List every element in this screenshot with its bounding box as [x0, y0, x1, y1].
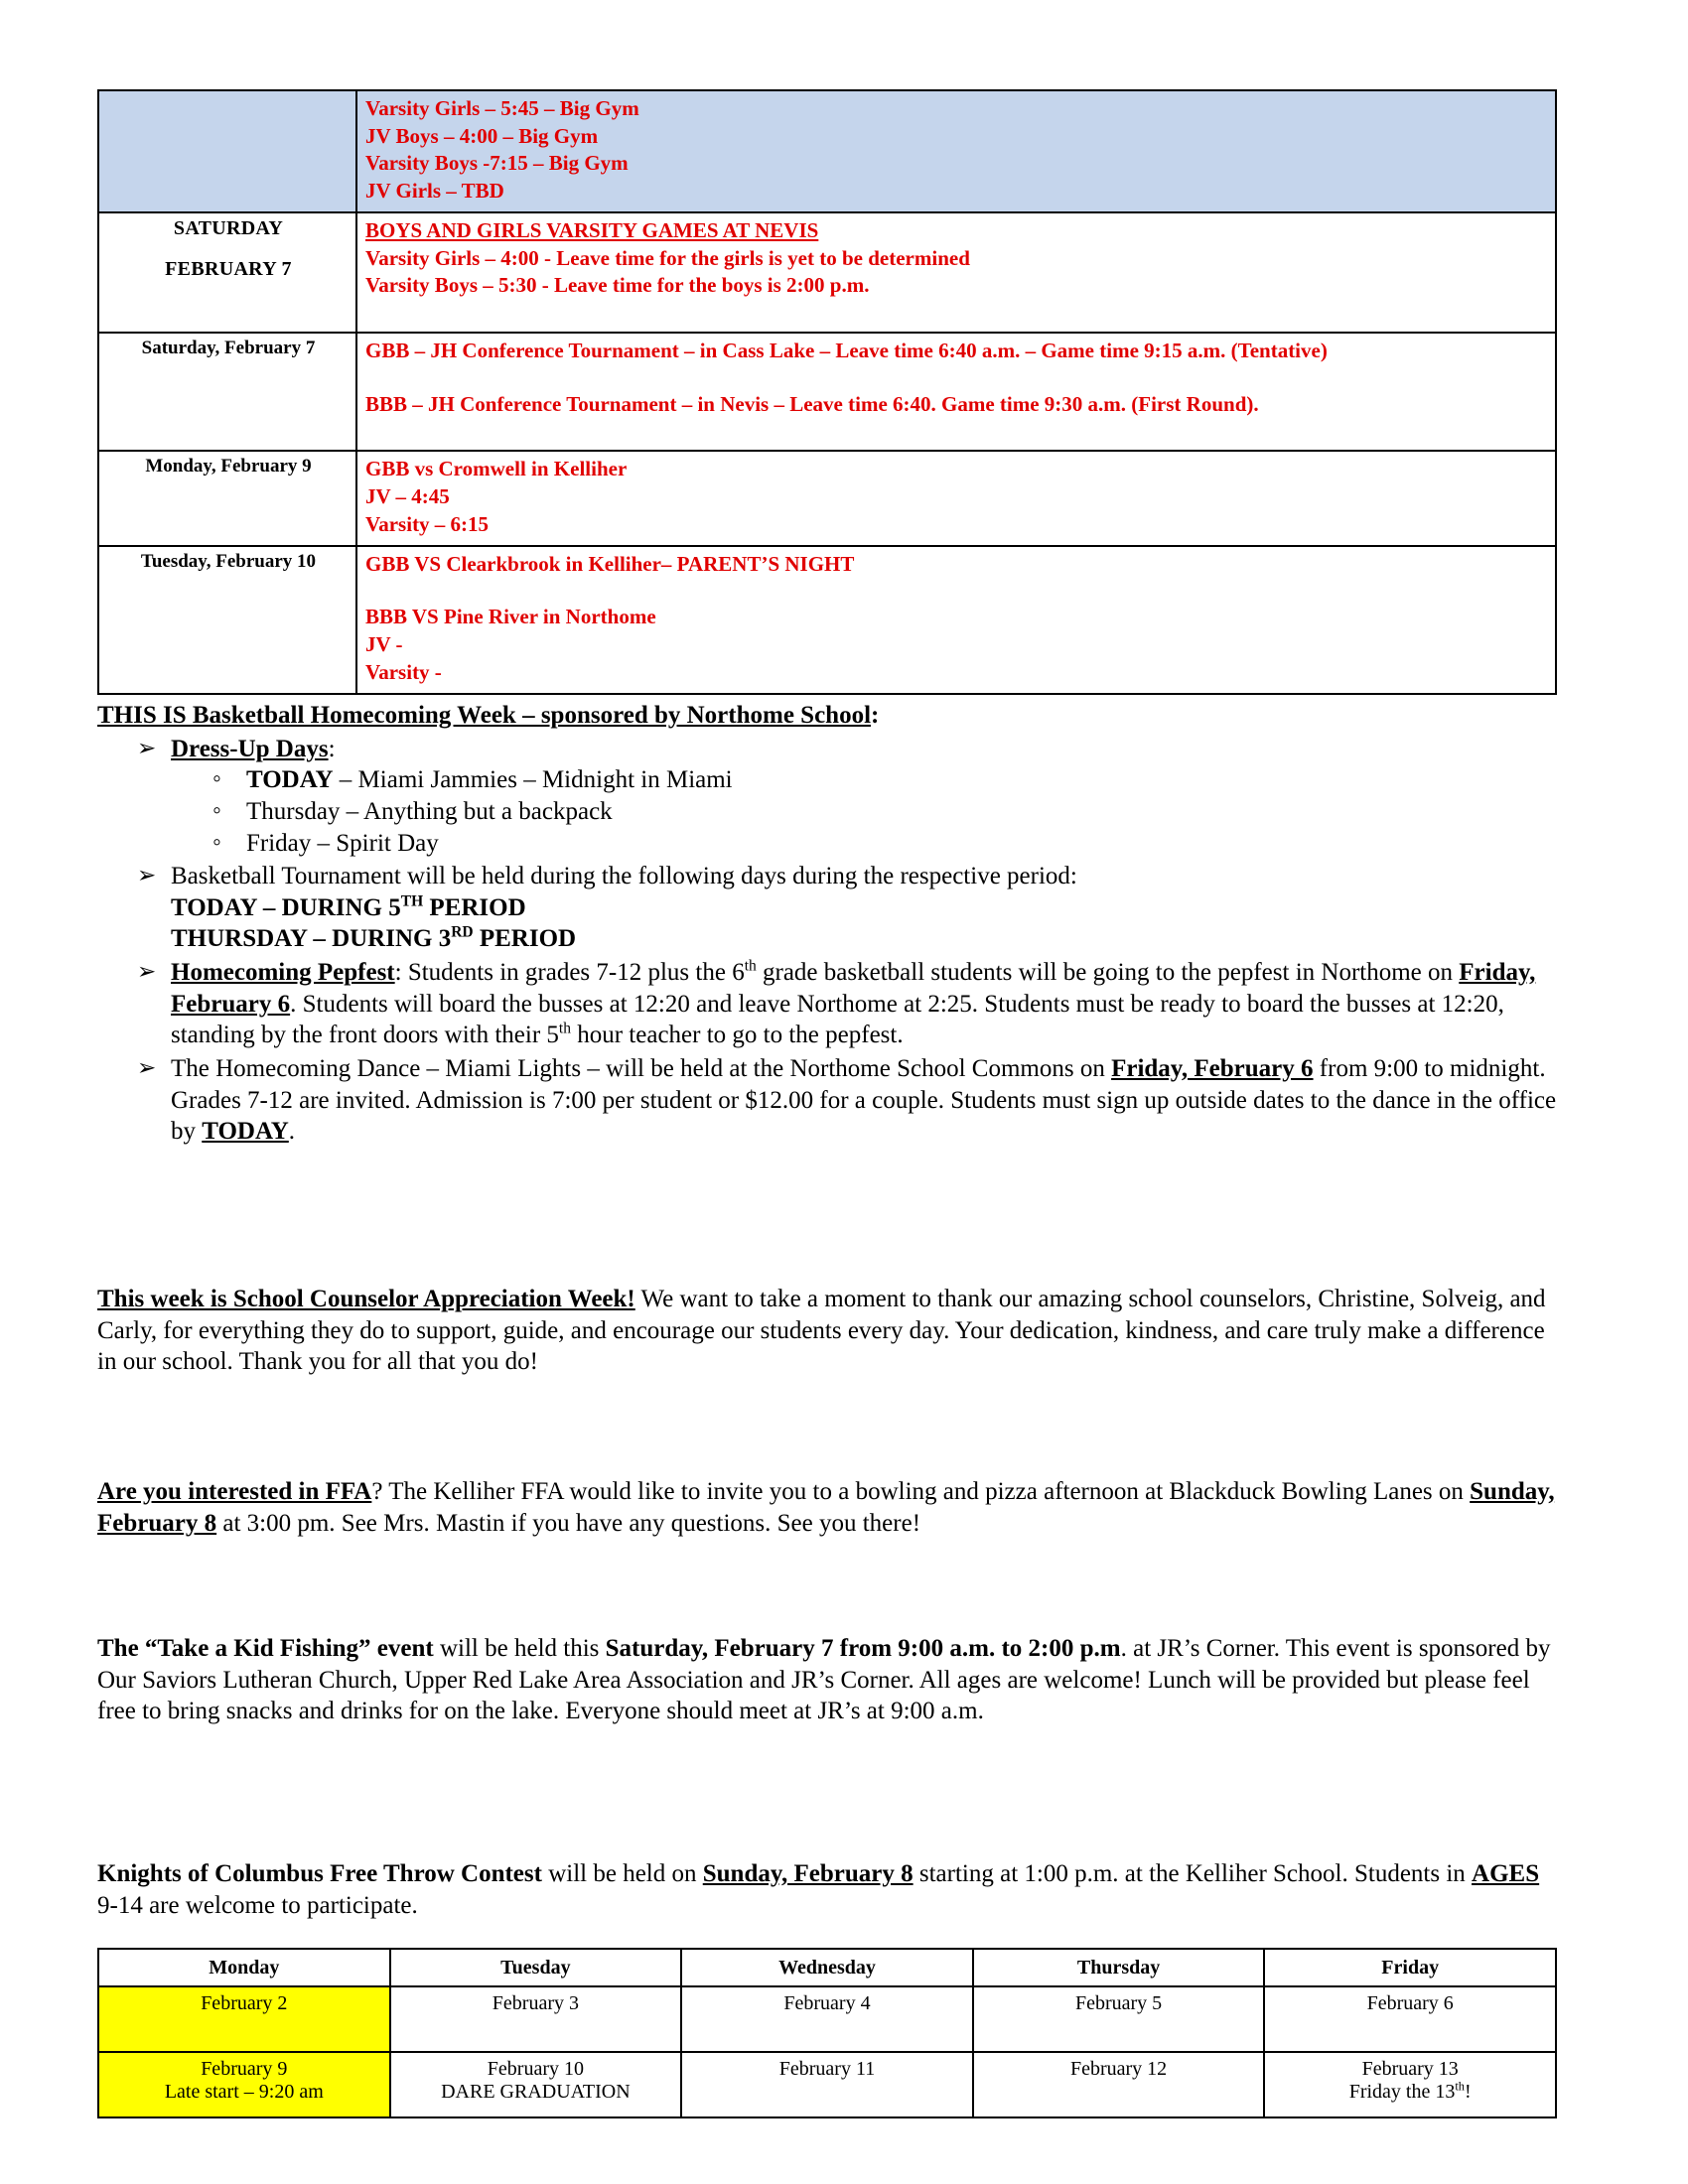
counselor-body: We want to take a moment to thank our amazing school counselors, Christine, Solveig, and Carly, for everything they do to support, guide, and encourage our students every day. Your dedication, kindness, and care truly make a difference in our school. Thank you for all that you do! [97, 1286, 1546, 1376]
event-line: Varsity – 6:15 [365, 511, 490, 536]
calendar-cell [681, 2052, 973, 2117]
dress-up-day-text: Thursday – Anything but a backpack [246, 797, 613, 825]
counselor-headline: This week is School Counselor Appreciation Week! [97, 1286, 635, 1312]
sports-schedule-table [97, 89, 1557, 695]
event-line: Varsity Girls – 4:00 - Leave time for the girls is yet to be determined [365, 245, 970, 270]
event-line: GBB vs Cromwell in Kelliher [365, 457, 628, 481]
dress-up-day-text: Friday – Spirit Day [246, 829, 439, 857]
list-item-pepfest [97, 957, 1557, 1051]
list-item [171, 828, 1557, 860]
homecoming-list [97, 734, 1557, 1148]
knights-seg1: will be held on [541, 1860, 703, 1887]
calendar-cell-date: February 10 [487, 2058, 584, 2080]
calendar-cell-date: February 9 [201, 2058, 288, 2080]
calendar-header-wednesday: Wednesday [681, 1949, 973, 1986]
calendar-cell [390, 1986, 682, 2052]
dance-seg2: from 9:00 to midnight. Grades 7-12 are invited. Admission is 7:00 per student or $12.00 for a couple. Students must sign up outside dates to the dance in the office by [171, 1054, 1557, 1146]
dress-up-label: Dress-Up Days [171, 735, 329, 762]
list-item-tournament [97, 861, 1557, 955]
schedule-day-cell [98, 212, 356, 333]
calendar-header-monday: Monday [98, 1949, 390, 1986]
calendar-cell [681, 1986, 973, 2052]
homecoming-section [97, 700, 1557, 1148]
schedule-events-cell [356, 451, 1556, 545]
calendar-cell [390, 2052, 682, 2117]
list-item-dance [97, 1053, 1557, 1148]
pepfest-seg3: . Students will board the busses at 12:20 and leave Northome at 2:25. Students must be ready to board the busses at 12:20, standing by the front doors with their 5 [171, 990, 1504, 1049]
schedule-day-cell: Saturday, February 7 [98, 333, 356, 451]
event-line: BBB VS Pine River in Northome [365, 605, 656, 629]
calendar-cell-date: February 6 [1366, 1992, 1454, 2014]
fishing-seg1: will be held this [433, 1635, 606, 1662]
tournament-intro: Basketball Tournament will be held during the following days during the respective period: [171, 863, 1077, 890]
tournament-today-pre: TODAY – DURING 5 [171, 893, 401, 921]
table-row [98, 90, 1556, 212]
tournament-thursday-post: PERIOD [473, 925, 577, 953]
event-line: Varsity Boys – 5:30 - Leave time for the boys is 2:00 p.m. [365, 273, 870, 298]
schedule-day-cell: Monday, February 9 [98, 451, 356, 545]
event-line: JV - [365, 632, 403, 657]
calendar-week-row [98, 2052, 1556, 2117]
knights-seg3: 9-14 are welcome to participate. [97, 1891, 418, 1919]
dance-date: Friday, February 6 [1111, 1054, 1314, 1082]
calendar-header-tuesday: Tuesday [390, 1949, 682, 1986]
ffa-date: Sunday, February 8 [97, 1478, 1555, 1537]
calendar-cell [1264, 2052, 1556, 2117]
dance-deadline: TODAY [202, 1118, 289, 1146]
spacer [365, 300, 1549, 326]
table-row [98, 333, 1556, 451]
ffa-paragraph [97, 1476, 1557, 1539]
calendar-cell-note: Friday the 13th! [1348, 2079, 1472, 2103]
schedule-events-cell [356, 546, 1556, 694]
calendar-cell [98, 2052, 390, 2117]
knights-ages-label: AGES [1472, 1860, 1540, 1887]
calendar-week-row [98, 1986, 1556, 2052]
calendar-cell-date: February 5 [1074, 1992, 1163, 2014]
pepfest-seg1: : Students in grades 7-12 plus the 6 [394, 959, 745, 986]
fishing-section [97, 1633, 1557, 1727]
tournament-today-post: PERIOD [423, 893, 526, 921]
tournament-thursday-sup: RD [451, 924, 474, 942]
list-item-dress-up [97, 734, 1557, 860]
knights-date: Sunday, February 8 [702, 1860, 914, 1887]
pepfest-date: Friday, February 6 [171, 959, 1536, 1018]
event-line: JV Boys – 4:00 – Big Gym [365, 123, 599, 148]
table-row [98, 451, 1556, 545]
calendar-cell-date: February 11 [778, 2058, 876, 2080]
event-line: Varsity Girls – 5:45 – Big Gym [365, 96, 639, 120]
calendar-header-thursday: Thursday [973, 1949, 1265, 1986]
fishing-datetime: Saturday, February 7 from 9:00 a.m. to 2:00 p.m [605, 1635, 1121, 1662]
list-item [171, 764, 1557, 796]
tournament-thursday-pre: THURSDAY – DURING 3 [171, 925, 452, 953]
calendar-cell-date: February 13 [1361, 2058, 1459, 2080]
schedule-day-line: FEBRUARY 7 [165, 257, 292, 280]
table-row [98, 212, 1556, 333]
schedule-events-cell [356, 212, 1556, 333]
calendar-cell [973, 2052, 1265, 2117]
event-line: JV – 4:45 [365, 484, 450, 509]
homecoming-headline-colon: : [871, 702, 880, 729]
sports-schedule [97, 89, 1557, 695]
dance-seg3: . [288, 1118, 296, 1146]
calendar-cell [973, 1986, 1265, 2052]
fishing-lead: The “Take a Kid Fishing” event [97, 1635, 434, 1662]
schedule-events-cell [356, 333, 1556, 451]
event-line: Varsity Boys -7:15 – Big Gym [365, 151, 629, 176]
event-line: BBB – JH Conference Tournament – in Nevis – Leave time 6:40. Game time 9:30 a.m. (First Round). [365, 391, 1259, 416]
homecoming-headline [97, 700, 1557, 732]
spacer [365, 365, 1549, 391]
event-line: JV Girls – TBD [365, 179, 504, 204]
pepfest-seg4: hour teacher to go to the pepfest. [570, 1022, 904, 1049]
fishing-seg2: . at JR’s Corner. This event is sponsored by Our Saviors Lutheran Church, Upper Red Lake Area Association and JR’s Corner. All ages are welcome! Lunch will be provided but please feel free to bring snacks and drinks for on the lake. Everyone should meet at JR’s at 9:00 a.m. [97, 1635, 1551, 1725]
calendar-cell-date: February 3 [492, 1992, 579, 2014]
pepfest-sup1: th [744, 957, 757, 975]
fishing-paragraph [97, 1633, 1557, 1727]
schedule-day-cell [98, 90, 356, 212]
pepfest-seg2: grade basketball students will be going to the pepfest in Northome on [756, 959, 1460, 986]
schedule-day-cell: Tuesday, February 10 [98, 546, 356, 694]
event-line: GBB – JH Conference Tournament – in Cass Lake – Leave time 6:40 a.m. – Game time 9:15 a.m. (Tentative) [365, 339, 1328, 363]
event-line-heading: BOYS AND GIRLS VARSITY GAMES AT NEVIS [365, 217, 819, 242]
ffa-seg2: at 3:00 pm. See Mrs. Mastin if you have any questions. See you there! [216, 1509, 921, 1537]
dance-seg1: The Homecoming Dance – Miami Lights – will be held at the Northome School Commons on [171, 1054, 1112, 1082]
calendar-cell-note: Late start – 9:20 am [164, 2081, 324, 2103]
schedule-events-cell [356, 90, 1556, 212]
week-calendar-table [97, 1948, 1557, 2118]
calendar-cell [98, 1986, 390, 2052]
pepfest-label: Homecoming Pepfest [171, 959, 395, 986]
tournament-line-today [171, 892, 1557, 924]
calendar-header-row [98, 1949, 1556, 1986]
knights-section [97, 1858, 1557, 1921]
knights-seg2: starting at 1:00 p.m. at the Kelliher School. Students in [913, 1860, 1473, 1887]
tournament-today-sup: TH [400, 892, 424, 910]
homecoming-headline-text: THIS IS Basketball Homecoming Week – sponsored by Northome School [97, 702, 872, 729]
tournament-line-thursday [171, 923, 1557, 955]
calendar-cell [1264, 1986, 1556, 2052]
week-calendar [97, 1948, 1557, 2118]
calendar-header-friday: Friday [1264, 1949, 1556, 1986]
calendar-cell-date: February 4 [783, 1992, 871, 2014]
schedule-day-line: SATURDAY [173, 216, 284, 239]
counselor-paragraph [97, 1284, 1557, 1378]
ffa-seg1: ? The Kelliher FFA would like to invite you to a bowling and pizza afternoon at Blackduck Bowling Lanes on [371, 1478, 1471, 1505]
ffa-section [97, 1476, 1557, 1539]
dress-up-day-text: – Miami Jammies – Midnight in Miami [333, 766, 733, 794]
spacer [365, 418, 1549, 444]
event-line: GBB VS Clearkbrook in Kelliher– PARENT’S NIGHT [365, 551, 855, 576]
calendar-cell-note: DARE GRADUATION [441, 2081, 631, 2103]
calendar-cell-date: February 12 [1069, 2058, 1168, 2080]
dress-up-day-bold: TODAY [246, 766, 334, 794]
knights-paragraph [97, 1858, 1557, 1921]
spacer [365, 578, 1549, 604]
event-line: Varsity - [365, 659, 442, 684]
dress-up-days-list [171, 764, 1557, 859]
ffa-headline: Are you interested in FFA [97, 1478, 372, 1505]
knights-headline: Knights of Columbus Free Throw Contest [97, 1860, 542, 1887]
table-row [98, 546, 1556, 694]
counselor-section [97, 1284, 1557, 1378]
calendar-cell-date: February 2 [201, 1992, 288, 2014]
calendar-note-sup: th [1455, 2079, 1465, 2094]
dress-up-colon: : [328, 735, 336, 762]
list-item [171, 796, 1557, 828]
pepfest-sup2: th [558, 1020, 571, 1037]
